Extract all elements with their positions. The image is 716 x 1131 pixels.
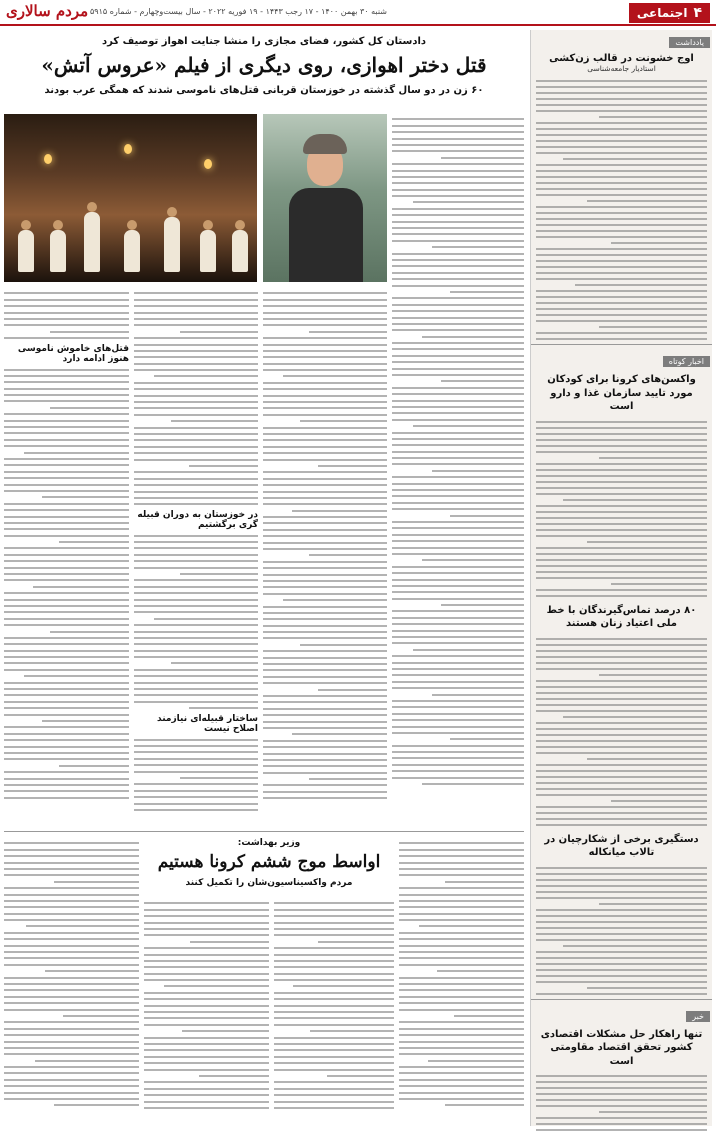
dateline: شنبه ۳۰ بهمن ۱۴۰۰ - ۱۷ رجب ۱۴۴۳ - ۱۹ فوریه ۲۰۲۲ - سال بیست‌وچهارم - شماره ۵۹۱۵ bbox=[90, 7, 387, 16]
main-story bbox=[4, 30, 524, 1126]
news-body-hunters bbox=[536, 867, 707, 995]
right-column bbox=[530, 30, 712, 1126]
story-column-4 bbox=[4, 288, 129, 824]
newspaper-logo: مردم سالاری bbox=[6, 2, 89, 20]
news-body-economy bbox=[536, 1075, 707, 1131]
news-headline-economy: تنها راهکار حل مشکلات اقتصادی کشور تحقق اقتصاد مقاومتی است bbox=[540, 1028, 703, 1067]
story-column-3 bbox=[134, 288, 258, 824]
news-headline-addiction: ۸۰ درصد تماس‌گیرندگان با خط ملی اعتیاد زنان هستند bbox=[546, 604, 697, 629]
story-column-1 bbox=[392, 114, 524, 824]
page-header bbox=[0, 0, 716, 26]
news-label-2: خبر bbox=[686, 1011, 710, 1022]
news-body-vaccine bbox=[536, 421, 707, 597]
story-column-2 bbox=[263, 288, 387, 824]
wedding-scene-photo bbox=[4, 114, 257, 282]
section-number: ۴ bbox=[693, 5, 702, 21]
news-body-addiction bbox=[536, 638, 707, 826]
story-kicker: دادستان کل کشور، فضای مجازی را منشا جنایت اهواز توصیف کرد bbox=[101, 36, 427, 47]
news-headline-vaccine: واکسن‌های کرونا برای کودکان مورد تایید سازمان غذا و دارو است bbox=[547, 374, 696, 412]
story-subhead-reform: ساختار قبیله‌ای نیازمند اصلاح نیست bbox=[157, 714, 258, 735]
covid-column-3 bbox=[144, 898, 269, 1123]
op-ed-label: یادداشت bbox=[669, 37, 710, 48]
section-name: اجتماعی bbox=[636, 6, 688, 20]
story-deck: ۶۰ زن در دو سال گذشته در خوزستان قربانی قتل‌های ناموسی شدند که همگی عرب بودند bbox=[44, 85, 484, 96]
victim-portrait-photo bbox=[263, 114, 387, 282]
story-headline: قتل دختر اهوازی، روی دیگری از فیلم «عروس آتش» bbox=[41, 53, 487, 77]
story-subhead-tribal: در خوزستان به دوران قبیله گری برگشتیم bbox=[137, 510, 258, 531]
op-ed-body bbox=[536, 80, 707, 340]
covid-headline: اواسط موج ششم کرونا هستیم bbox=[157, 852, 381, 872]
op-ed-title: اوج خشونت در قالب زن‌کشی bbox=[549, 53, 694, 64]
news-label: اخبار کوتاه bbox=[663, 356, 710, 367]
covid-column-2 bbox=[274, 898, 394, 1123]
op-ed-author: استادیار جامعه‌شناسی bbox=[587, 64, 656, 73]
covid-column-1 bbox=[399, 838, 524, 1123]
covid-deck: مردم واکسیناسیون‌شان را تکمیل کنند bbox=[185, 878, 353, 888]
covid-kicker: وزیر بهداشت: bbox=[237, 838, 301, 848]
section-badge bbox=[629, 3, 710, 23]
story-subhead-silent-killings: قتل‌های خاموش ناموسی هنوز ادامه دارد bbox=[17, 344, 129, 365]
news-headline-hunters: دستگیری برخی از شکارچیان در تالاب میانکاله bbox=[544, 833, 699, 858]
covid-column-4 bbox=[4, 838, 139, 1123]
